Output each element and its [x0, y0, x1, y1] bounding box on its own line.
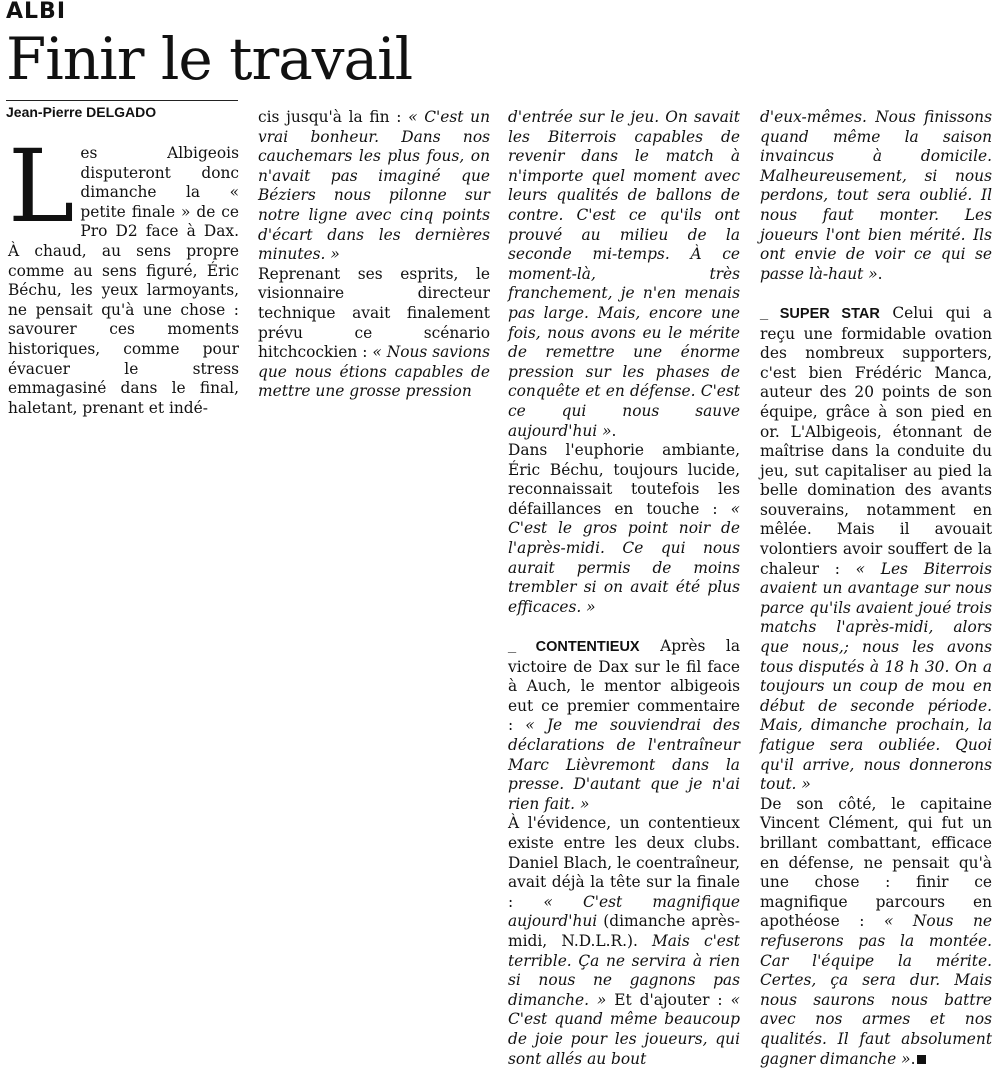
article-column-3 [508, 108, 740, 1069]
article-column-4 [760, 108, 992, 1069]
section-kicker: ALBI [6, 0, 66, 24]
end-of-article-mark [917, 1055, 926, 1064]
paragraph [508, 441, 740, 617]
quote-text: d'eux-mêmes. Nous finissons quand même la saison invaincus à domicile. Malheureusement, si nous perdons, tout sera oublié. Il nous faut monter. Les joueurs l'ont bien mérité. Ils ont envie de voir ce qui se passe là-haut » [760, 108, 992, 283]
body-text: Après la victoire de Dax sur le fil face à Auch, le mentor albigeois eut ce premier commentaire : [508, 637, 740, 735]
paragraph [760, 304, 992, 795]
paragraph [760, 795, 992, 1069]
paragraph [508, 637, 740, 814]
headline: Finir le travail [6, 25, 413, 93]
paragraph [258, 265, 490, 402]
body-text: . [611, 421, 617, 440]
body-text: (dimanche après-midi, N.D.L.R.). [508, 912, 740, 950]
body-text: Celui qui a reçu une formidable ovation des nombreux supporters, c'est bien Frédéric Manca, auteur des 20 points de son équipe, grâce à son pied en or. L'Albigeois, étonnant de maîtrise dans la conduite du jeu, sut capitaliser au pied la belle domination des avants souverains, notamment en mêlée. Mais il avouait volontiers avoir souffert de la chaleur : [760, 303, 992, 578]
article-column-2 [258, 108, 490, 402]
paragraph-gap [760, 284, 992, 304]
quote-text: « Je me souviendrai des déclarations de l'entraîneur Marc Lièvremont dans la presse. D'autant que je n'ai rien fait. » [508, 716, 740, 813]
body-text: cis jusqu'à la fin : [258, 108, 409, 126]
body-text: De son côté, le capitaine Vincent Clément, qui fut un brillant combattant, efficace en défense, ne pensait qu'à une chose : finir ce magnifique parcours en apothéose : [760, 794, 992, 931]
article-column-1 [8, 128, 239, 418]
paragraph [8, 128, 239, 418]
body-text: Dans l'euphorie ambiante, Éric Béchu, toujours lucide, reconnaissait toutefois les défaillances en touche : [508, 441, 740, 518]
quote-text: « C'est le gros point noir de l'après-midi. Ce qui nous aurait permis de moins trembler si on avait été plus efficaces. » [508, 499, 740, 616]
body-text: Reprenant ses esprits, le visionnaire directeur technique avait finalement prévu ce scénario hitchcockien : [258, 264, 490, 362]
body-text: . [877, 264, 883, 283]
subhead-contentieux: _ CONTENTIEUX [508, 639, 640, 656]
quote-text: « C'est magnifique aujourd'hui [508, 892, 740, 931]
byline-rule [6, 100, 238, 101]
quote-text: d'entrée sur le jeu. On savait les Biterrois capables de revenir dans le match à n'importe quel moment avec leurs qualités de ballons de contre. C'est ce qu'ils ont prouvé au milieu de la seconde mi-temps. À ce moment-là, très franchement, je n'en menais pas large. Mais, encore une fois, nous avons eu le mérite de remettre une énorme pression sur les phases de conquête et en défense. C'est ce qui nous sauve aujourd'hui » [508, 108, 740, 440]
quote-text: « Nous savions que nous étions capables de mettre une grosse pression [258, 343, 490, 401]
lead-text: es Albigeois disputeront donc dimanche la « petite finale » de ce Pro D2 face à Dax. À chaud, au sens propre comme au sens figuré, Éric Béchu, les yeux larmoyants, ne pensait qu'à une chose : savourer ces moments historiques, comme pour évacuer le stress emmagasiné dans le final, haletant, prenant et indé- [8, 144, 239, 417]
paragraph-gap [508, 617, 740, 637]
body-text: À l'évidence, un contentieux existe entre les deux clubs. Daniel Blach, le coentraîneur, avait déjà la tête sur la finale : [508, 814, 740, 911]
paragraph [508, 108, 740, 441]
body-text: . [910, 1049, 916, 1068]
paragraph [760, 108, 992, 284]
body-text: Et d'ajouter : [606, 990, 731, 1009]
quote-text: « Nous ne refuserons pas la montée. Car l'équipe la mérite. Certes, ça sera dur. Mais nous saurons nous battre avec nos armes et nos qualités. Il faut absolument gagner dimanche » [760, 912, 992, 1068]
drop-cap: L [8, 128, 75, 245]
quote-text: « C'est un vrai bonheur. Dans nos cauchemars les plus fous, on n'avait pas imaginé que Béziers nous pilonne sur notre ligne avec cinq points d'écart dans les dernières minutes. » [258, 108, 490, 264]
paragraph [508, 814, 740, 1069]
quote-text: Mais c'est terrible. Ça ne servira à rien si nous ne gagnons pas dimanche. » [508, 931, 740, 1009]
quote-text: « C'est quand même beaucoup de joie pour les joueurs, qui sont allés au bout [508, 990, 740, 1068]
paragraph [258, 108, 490, 265]
quote-text: « Les Biterrois avaient un avantage sur nous parce qu'ils avaient joué trois matchs l'après-midi, alors que nous,; nous les avons tous disputés à 18 h 30. On a toujours un coup de mou en début de seconde période. Mais, dimanche prochain, la fatigue sera oubliée. Quoi qu'il arrive, nous donnerons tout. » [760, 559, 992, 794]
subhead-super-star: _ SUPER STAR [760, 305, 880, 322]
byline: Jean-Pierre DELGADO [6, 104, 157, 120]
